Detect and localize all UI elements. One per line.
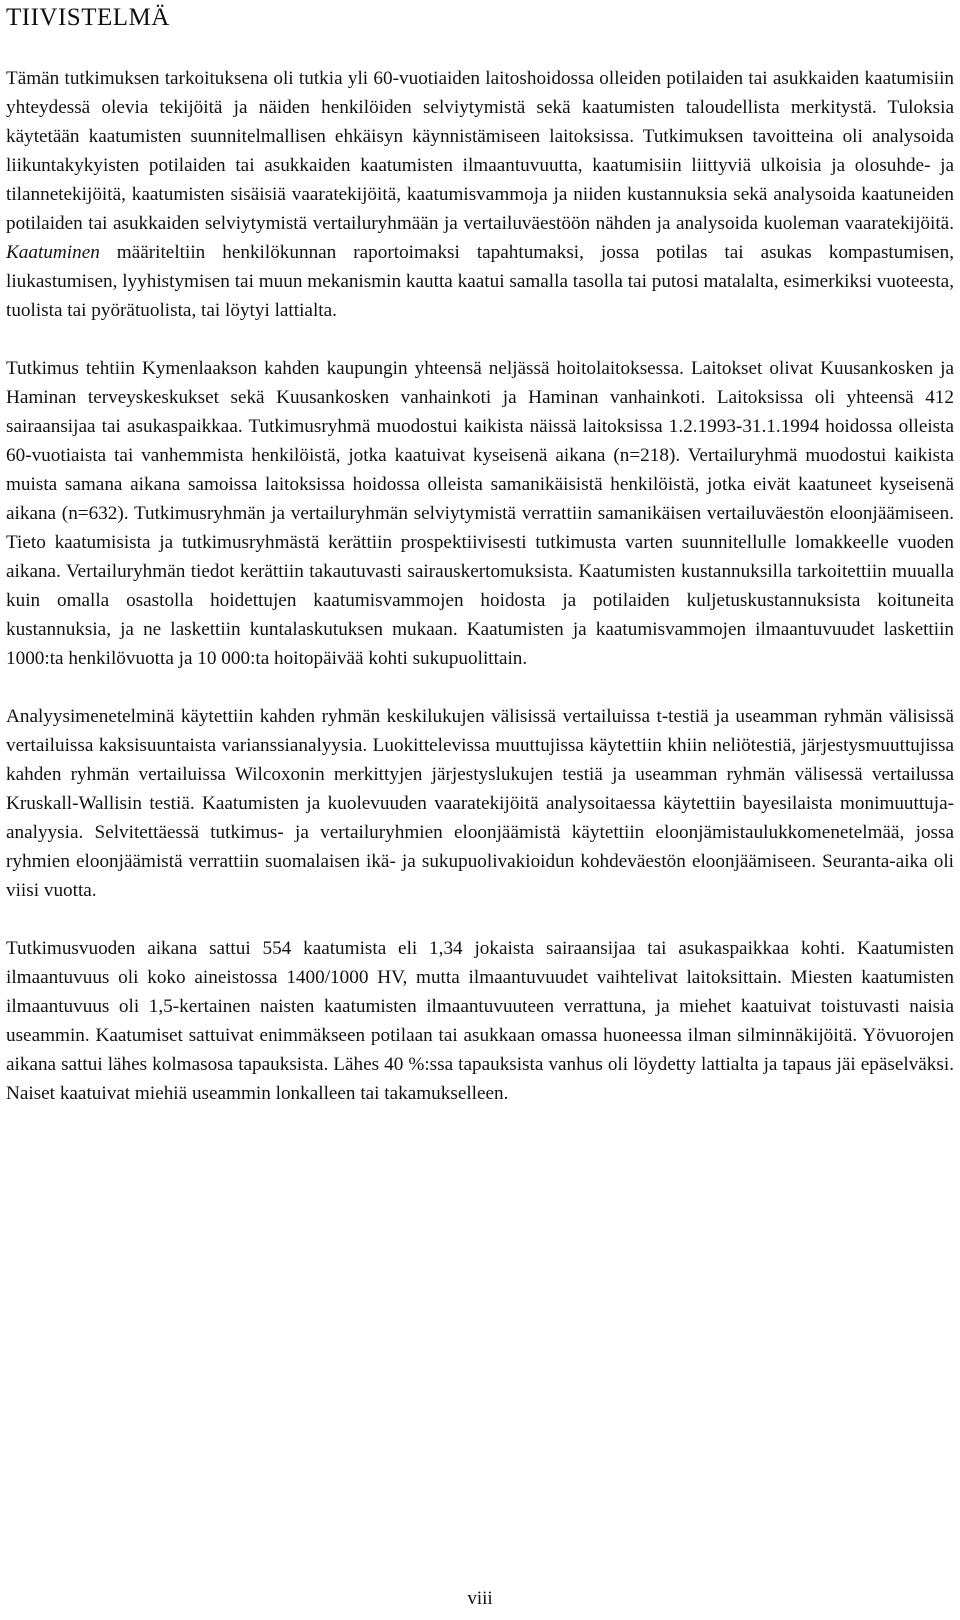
section-heading: TIIVISTELMÄ [6,4,170,31]
page-number: viii [467,1588,493,1609]
paragraph-results: Tutkimusvuoden aikana sattui 554 kaatumista eli 1,34 jokaista sairaansijaa tai asukaspaikkaa kohti. Kaatumisten ilmaantuvuus oli koko aineistossa 1400/1000 HV, mutta ilmaantuvuudet vaihtelivat laitoksittain. Miesten kaatumisten ilmaantuvuus oli 1,5-kertainen naisten kaatumisten ilmaantuvuuteen verrattuna, ja miehet kaatuivat toistuvasti naisia useammin. Kaatumiset sattuivat enimmäkseen potilaan tai asukkaan omassa huoneessa ilman silminnäkijöitä. Yövuorojen aikana sattui lähes kolmasosa tapauksista. Lähes 40 %:ssa tapauksista vanhus oli löydetty lattialta ja tapaus jäi epäselväksi. Naiset kaatuivat miehiä useammin lonkalleen tai takamukselleen. [6,938,954,1104]
paragraph-setting: Tutkimus tehtiin Kymenlaakson kahden kaupungin yhteensä neljässä hoitolaitoksessa. Laitokset olivat Kuusankosken ja Haminan terveyskeskukset sekä Kuusankosken vanhainkoti ja Haminan vanhainkoti. Laitoksissa oli yhteensä 412 sairaansijaa tai asukaspaikkaa. Tutkimusryhmä muodostui kaikista näissä laitoksissa 1.2.1993-31.1.1994 hoidossa olleista 60-vuotiaista tai vanhemmista henkilöistä, jotka kaatuivat kyseisenä aikana (n=218). Vertailuryhmä muodostui kaikista muista samana aikana samoissa laitoksissa hoidossa olleista samanikäisistä henkilöistä, jotka eivät kaatuneet kyseisenä aikana (n=632). Tutkimusryhmän ja vertailuryhmän selviytymistä verrattiin samanikäisen vertailuväestön eloonjäämiseen. Tieto kaatumisista ja tutkimusryhmästä kerättiin prospektiivisesti tutkimusta varten suunnitellulle lomakkeelle vuoden aikana. Vertailuryhmän tiedot kerättiin takautuvasti sairauskertomuksista. Kaatumisten kustannuksilla tarkoitettiin muualla kuin omalla osastolla hoidettujen kaatumisvammojen hoidosta ja potilaiden kuljetuskustannuksista koituneita kustannuksia, ja ne laskettiin kuntalaskutuksen mukaan. Kaatumisten ja kaatumisvammojen ilmaantuvuudet laskettiin 1000:ta henkilövuotta ja 10 000:ta hoitopäivää kohti sukupuolittain. [6,358,954,669]
abstract-body [6,64,954,1137]
term-kaatuminen: Kaatuminen [6,242,100,263]
paragraph-aims-text: Tämän tutkimuksen tarkoituksena oli tutkia yli 60-vuotiaiden laitoshoidossa olleiden potilaiden tai asukkaiden kaatumisiin yhteydessä olevia tekijöitä ja näiden henkilöiden selviytymistä sekä kaatumisten taloudellista merkitystä. Tuloksia käytetään kaatumisten suunnitelmallisen ehkäisyn käynnistämiseen laitoksissa. Tutkimuksen tavoitteina oli analysoida liikuntakykyisten potilaiden tai asukkaiden kaatumisten ilmaantuvuutta, kaatumisiin liittyviä ulkoisia ja olosuhde- ja tilannetekijöitä, kaatumisten sisäisiä vaaratekijöitä, kaatumisvammoja ja niiden kustannuksia sekä analysoida kaatuneiden potilaiden tai asukkaiden selviytymistä vertailuryhmään ja vertailuväestöön nähden ja analysoida kuoleman vaaratekijöitä. [6,68,954,234]
paragraph-aims [6,64,954,325]
paragraph-methods: Analyysimenetelminä käytettiin kahden ryhmän keskilukujen välisissä vertailuissa t-testiä ja useamman ryhmän välisissä vertailuissa kaksisuuntaista varianssianalyysia. Luokittelevissa muuttujissa käytettiin khiin neliötestiä, järjestysmuuttujissa kahden ryhmän vertailuissa Wilcoxonin merkittyjen järjestyslukujen testiä ja useamman ryhmän välisessä vertailussa Kruskall-Wallisin testiä. Kaatumisten ja kuolevuuden vaaratekijöitä analysoitaessa käytettiin bayesilaista monimuuttuja-analyysia. Selvitettäessä tutkimus- ja vertailuryhmien eloonjäämistä käytettiin eloonjämistaulukkomenetelmää, jossa ryhmien eloonjäämistä verrattiin suomalaisen ikä- ja sukupuolivakioidun kohdeväestön eloonjäämiseen. Seuranta-aika oli viisi vuotta. [6,706,954,901]
paragraph-aims-definition: määriteltiin henkilökunnan raportoimaksi tapahtumaksi, jossa potilas tai asukas kompastumisen, liukastumisen, lyyhistymisen tai muun mekanismin kautta kaatui samalla tasolla tai putosi matalalta, esimerkiksi vuoteesta, tuolista tai pyörätuolista, tai löytyi lattialta. [6,242,954,321]
